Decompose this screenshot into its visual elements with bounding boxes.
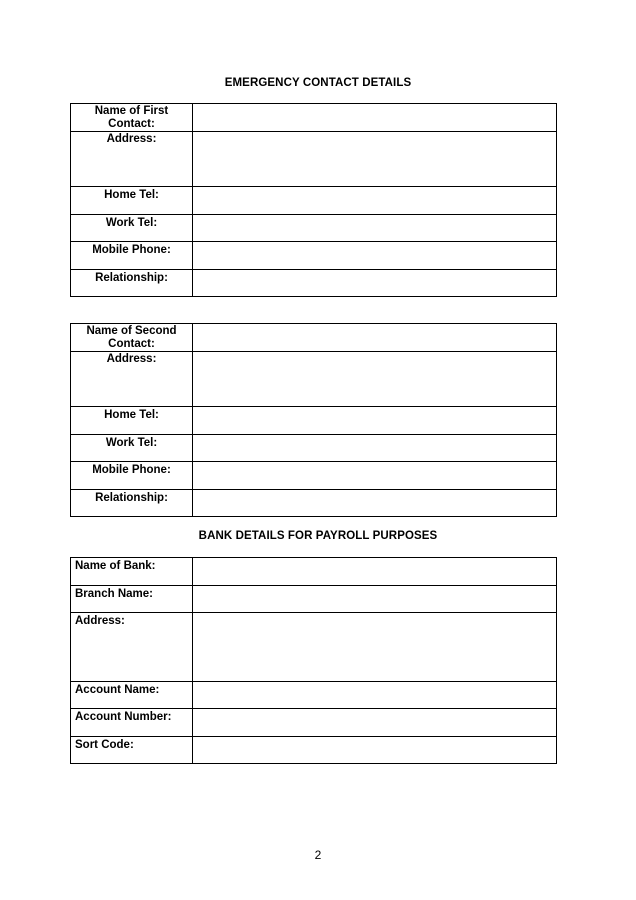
table-row — [71, 324, 557, 352]
table-row — [71, 187, 557, 215]
table-row — [71, 490, 557, 517]
bank-details-table — [70, 557, 557, 764]
table-row — [71, 352, 557, 407]
first-contact-home-tel-label: Home Tel: — [71, 187, 193, 215]
branch-name-field[interactable] — [193, 586, 557, 613]
first-contact-relationship-label: Relationship: — [71, 270, 193, 297]
table-row — [71, 613, 557, 682]
table-row — [71, 242, 557, 270]
first-contact-relationship-field[interactable] — [193, 270, 557, 297]
second-contact-mobile-label: Mobile Phone: — [71, 462, 193, 490]
table-row — [71, 462, 557, 490]
second-contact-table — [70, 323, 557, 517]
table-row — [71, 435, 557, 462]
table-row — [71, 407, 557, 435]
bank-name-field[interactable] — [193, 558, 557, 586]
page-number: 2 — [314, 848, 322, 862]
bank-address-field[interactable] — [193, 613, 557, 682]
table-row — [71, 709, 557, 737]
table-row — [71, 104, 557, 132]
sort-code-label: Sort Code: — [71, 737, 193, 764]
second-contact-home-tel-label: Home Tel: — [71, 407, 193, 435]
second-contact-name-label: Name of Second Contact: — [71, 324, 193, 352]
table-row — [71, 586, 557, 613]
account-name-field[interactable] — [193, 682, 557, 709]
second-contact-address-field[interactable] — [193, 352, 557, 407]
first-contact-table — [70, 103, 557, 297]
account-number-label: Account Number: — [71, 709, 193, 737]
first-contact-mobile-label: Mobile Phone: — [71, 242, 193, 270]
second-contact-address-label: Address: — [71, 352, 193, 407]
first-contact-name-field[interactable] — [193, 104, 557, 132]
second-contact-name-field[interactable] — [193, 324, 557, 352]
bank-name-label: Name of Bank: — [71, 558, 193, 586]
first-contact-home-tel-field[interactable] — [193, 187, 557, 215]
first-contact-address-label: Address: — [71, 132, 193, 187]
table-row — [71, 558, 557, 586]
second-contact-mobile-field[interactable] — [193, 462, 557, 490]
first-contact-address-field[interactable] — [193, 132, 557, 187]
second-contact-work-tel-label: Work Tel: — [71, 435, 193, 462]
table-row — [71, 132, 557, 187]
bank-address-label: Address: — [71, 613, 193, 682]
account-name-label: Account Name: — [71, 682, 193, 709]
first-contact-work-tel-label: Work Tel: — [71, 215, 193, 242]
table-row — [71, 682, 557, 709]
table-row — [71, 270, 557, 297]
branch-name-label: Branch Name: — [71, 586, 193, 613]
second-contact-work-tel-field[interactable] — [193, 435, 557, 462]
sort-code-field[interactable] — [193, 737, 557, 764]
second-contact-relationship-field[interactable] — [193, 490, 557, 517]
emergency-contact-heading: EMERGENCY CONTACT DETAILS — [224, 77, 412, 89]
table-row — [71, 215, 557, 242]
table-row — [71, 737, 557, 764]
bank-details-heading: BANK DETAILS FOR PAYROLL PURPOSES — [198, 530, 438, 542]
second-contact-relationship-label: Relationship: — [71, 490, 193, 517]
account-number-field[interactable] — [193, 709, 557, 737]
first-contact-mobile-field[interactable] — [193, 242, 557, 270]
first-contact-work-tel-field[interactable] — [193, 215, 557, 242]
second-contact-home-tel-field[interactable] — [193, 407, 557, 435]
first-contact-name-label: Name of First Contact: — [71, 104, 193, 132]
